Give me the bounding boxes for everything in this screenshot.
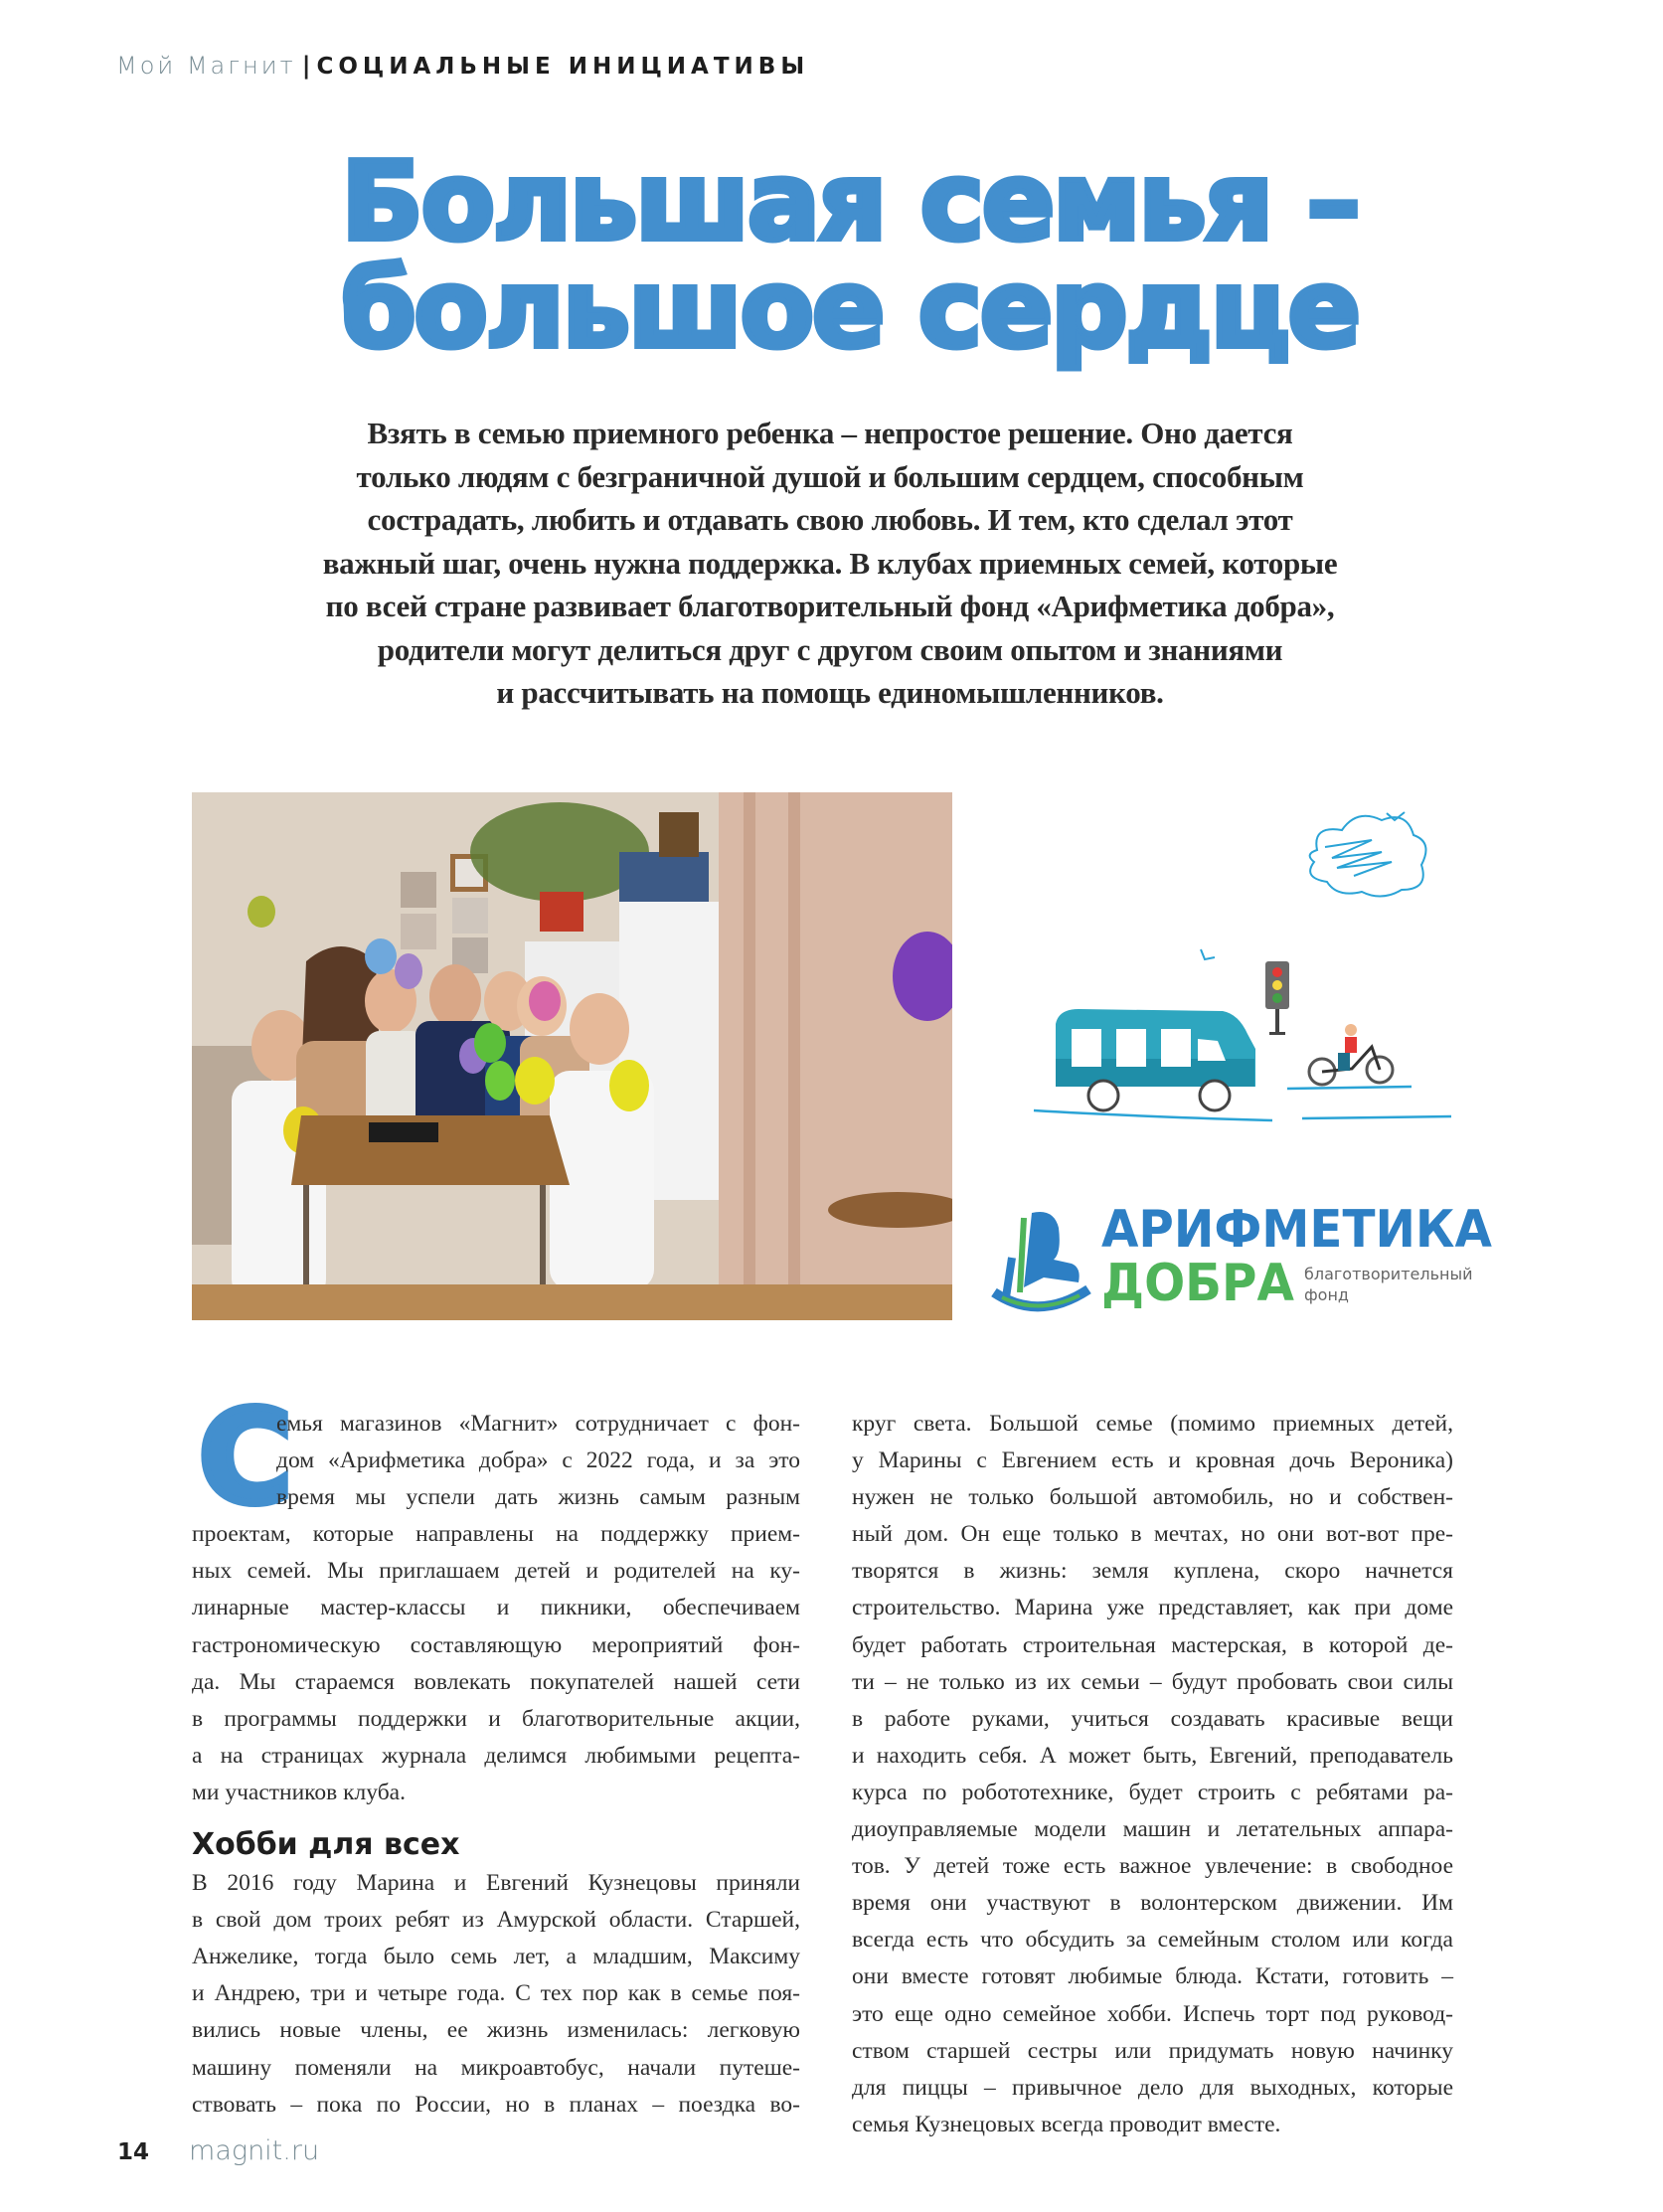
body-line: В 2016 году Марина и Евгений Кузнецовы приняли	[192, 1870, 800, 1897]
body-line: это еще одно семейное хобби. Испечь торт под руковод-	[852, 2000, 1453, 2027]
logo-tagline-1: благотворительный	[1304, 1265, 1473, 1283]
body-line: да. Мы стараемся вовлекать покупателей нашей сети	[192, 1668, 800, 1695]
body-line: в программы поддержки и благотворительные акции,	[192, 1705, 800, 1732]
lead-line: родители могут делиться друг с другом своим опытом и знаниями	[377, 631, 1283, 667]
body-line: для пиццы – привычное дело для выходных, которые	[852, 2074, 1453, 2101]
body-line: нужен не только большой автомобиль, но и собствен-	[852, 1484, 1453, 1511]
header-separator: |	[301, 52, 311, 80]
body-line: ный дом. Он еще только в мечтах, но они вот-вот пре-	[852, 1521, 1453, 1548]
title-line-2: большое сердце	[341, 248, 1359, 372]
minibus-drawing	[984, 790, 1471, 1128]
body-line: проектам, которые направлены на поддержку прием-	[192, 1521, 800, 1548]
logo-word-arifmetika: АРИФМЕТИКА	[1101, 1200, 1492, 1260]
body-line: ми участников клуба.	[192, 1779, 406, 1805]
body-line: будет работать строительная мастерская, в которой де-	[852, 1631, 1453, 1658]
lead-line: по всей стране развивает благотворительный фонд «Арифметика добра»,	[325, 589, 1335, 623]
body-line: Анжелике, тогда было семь лет, а младшим, Максиму	[192, 1944, 800, 1970]
body-line: емья магазинов «Магнит» сотрудничает с фон-	[276, 1411, 800, 1437]
lead-line: Взять в семью приемного ребенка – непростое решение. Оно дается	[367, 416, 1293, 450]
fund-logo	[984, 1198, 1492, 1322]
body-line: вились новые члены, ее жизнь изменилась: легковую	[192, 2017, 800, 2044]
page-number: 14	[117, 2139, 150, 2165]
page-footer	[117, 2135, 319, 2166]
minibus-illustration	[984, 790, 1471, 1128]
lead-line: важный шаг, очень нужна поддержка. В клубах приемных семей, которые	[322, 545, 1338, 581]
section-subheading: Хобби для всех	[192, 1827, 460, 1863]
site-url: magnit.ru	[189, 2135, 320, 2166]
body-line: ствовать – пока по России, но в планах – поездка во-	[192, 2091, 800, 2118]
body-line: диоуправляемые модели машин и летательных аппара-	[852, 1816, 1453, 1843]
body-line: время мы успели дать жизнь самым разным	[276, 1484, 800, 1511]
body-line: а на страницах журнала делимся любимыми рецепта-	[192, 1742, 800, 1769]
body-line: дом «Арифметика добра» с 2022 года, и за это	[276, 1447, 800, 1474]
lead-line: только людям с безграничной душой и большим сердцем, способным	[356, 458, 1304, 494]
title-line-1: Большая семья –	[341, 140, 1359, 264]
article-column-right	[852, 1406, 1453, 2143]
body-line: гастрономическую составляющую мероприятий фон-	[192, 1631, 800, 1658]
rocking-horse-icon	[984, 1198, 1093, 1322]
body-line: у Марины с Евгением есть и кровная дочь Вероника)	[852, 1447, 1453, 1474]
lead-line: и рассчитывать на помощь единомышленников.	[496, 675, 1164, 710]
drop-cap: С	[199, 1384, 292, 1532]
logo-tagline	[1304, 1264, 1473, 1305]
body-line: ти – не только из их семьи – будут пробовать свои силы	[852, 1668, 1453, 1695]
body-line: и Андрею, три и четыре года. С тех пор как в семье поя-	[192, 1980, 800, 2007]
body-line: семья Кузнецовых всегда проводит вместе.	[852, 2111, 1281, 2137]
body-line: курса по робототехнике, будет строить с ребятами ра-	[852, 1779, 1453, 1805]
lead-line: сострадать, любить и отдавать свою любовь. И тем, кто сделал этот	[367, 502, 1293, 537]
logo-tagline-2: фонд	[1304, 1285, 1349, 1304]
body-line: время они участвуют в волонтерском движении. Им	[852, 1890, 1453, 1917]
article-column-left	[192, 1384, 800, 2124]
body-line: творятся в жизнь: земля куплена, скоро начнется	[852, 1558, 1453, 1585]
article-title	[199, 140, 1501, 372]
magazine-name: Мой Магнит	[116, 52, 296, 80]
body-line: всегда есть что обсудить за семейным столом или когда	[852, 1927, 1453, 1954]
body-line: ных семей. Мы приглашаем детей и родителей на ку-	[192, 1558, 800, 1585]
body-line: и находить себя. А может быть, Евгений, преподаватель	[852, 1742, 1453, 1769]
body-line: в работе руками, учиться создавать красивые вещи	[852, 1705, 1453, 1732]
family-photo-graphic	[192, 792, 952, 1320]
body-line: линарные мастер-классы и пикники, обеспечиваем	[192, 1595, 800, 1621]
body-line: ством старшей сестры или придумать новую начинку	[852, 2037, 1453, 2064]
section-name: СОЦИАЛЬНЫЕ ИНИЦИАТИВЫ	[316, 54, 810, 80]
body-line: тов. У детей тоже есть важное увлечение: в свободное	[852, 1853, 1453, 1880]
body-line: машину поменяли на микроавтобус, начали путеше-	[192, 2054, 800, 2081]
lead-paragraph	[219, 412, 1441, 715]
family-photo	[192, 792, 952, 1320]
body-line: строительство. Марина уже представляет, как при доме	[852, 1595, 1453, 1621]
body-line: круг света. Большой семье (помимо приемных детей,	[852, 1411, 1453, 1437]
logo-word-dobra: ДОБРА	[1101, 1254, 1294, 1313]
running-head	[116, 52, 809, 81]
body-line: они вместе готовят любимые блюда. Кстати, готовить –	[852, 1963, 1453, 1990]
body-line: в свой дом троих ребят из Амурской области. Старшей,	[192, 1907, 800, 1934]
